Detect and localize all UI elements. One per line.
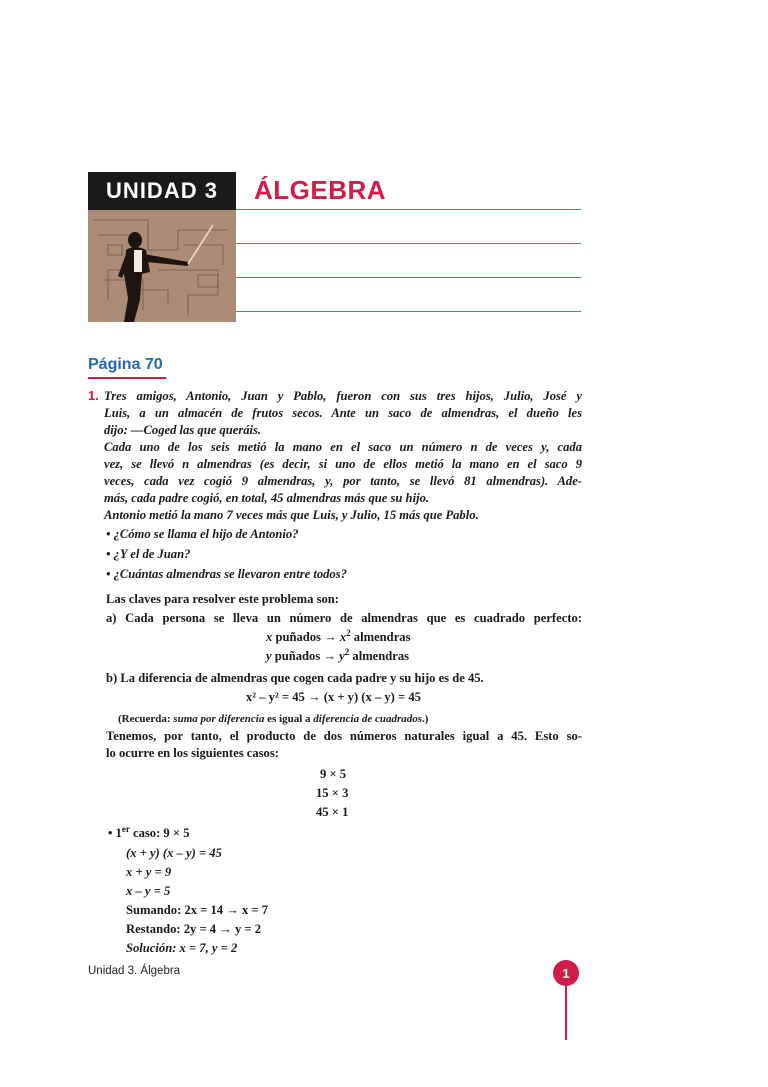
page-label-underline xyxy=(88,377,166,379)
header-rule xyxy=(236,243,581,244)
case-product: 9 × 5 xyxy=(320,767,347,781)
therefore-line: lo ocurre en los siguientes casos: xyxy=(106,746,279,760)
equation-y: y puñados → $y^2$ almendras xyxy=(266,646,410,663)
case1-step: (x + y) (x – y) = 45 xyxy=(126,846,222,860)
header-rule xyxy=(236,277,581,278)
equation-difference: x² – y² = 45 → (x + y) (x – y) = 45 xyxy=(246,690,421,704)
case1-step: Sumando: 2x = 14 → x = 7 xyxy=(126,903,269,917)
problem-line: Luis, a un almacén de frutos secos. Ante un saco de almendras, el dueño les xyxy=(104,406,582,420)
teacher-photo xyxy=(88,210,236,322)
header-rule xyxy=(236,209,581,210)
key-a: a) Cada persona se lleva un número de almendras que es cuadrado perfecto: xyxy=(106,611,582,625)
case1-solution: Solución: x = 7, y = 2 xyxy=(126,941,238,955)
problem-line: Antonio metió la mano 7 veces más que Luis, y Julio, 15 más que Pablo. xyxy=(104,508,479,522)
unit-label: UNIDAD 3 xyxy=(106,178,218,203)
case-product: 45 × 1 xyxy=(316,805,349,819)
case-product: 15 × 3 xyxy=(316,786,349,800)
header-rule xyxy=(236,311,581,312)
page-label: Página 70 xyxy=(88,356,163,373)
problem-number: 1. xyxy=(88,388,99,403)
problem-line: dijo: —Coged las que queráis. xyxy=(104,423,262,437)
problem-line: Cada uno de los seis metió la mano en el saco un número n de veces y, cada xyxy=(104,440,582,454)
problem-line: veces, cada vez cogió 9 almendras, y, por tanto, se llevó 81 almendras). Ade- xyxy=(104,474,582,488)
case1-step: Restando: 2y = 4 → y = 2 xyxy=(126,922,262,936)
solution-intro: Las claves para resolver este problema son: xyxy=(106,592,339,606)
footer-text: Unidad 3. Álgebra xyxy=(88,965,181,977)
problem-line: vez, se llevó n almendras (es decir, si uno de ellos metió la mano en el saco 9 xyxy=(104,457,582,471)
page-number-badge xyxy=(553,960,579,986)
therefore-line: Tenemos, por tanto, el producto de dos números naturales igual a 45. Esto so- xyxy=(106,729,582,743)
question-item: • ¿Y el de Juan? xyxy=(106,547,191,561)
problem-line: Tres amigos, Antonio, Juan y Pablo, fueron con sus tres hijos, Julio, José y xyxy=(104,389,582,403)
case1-heading: • 1er caso: 9 × 5 xyxy=(108,823,190,840)
question-item: • ¿Cuántas almendras se llevaron entre todos? xyxy=(106,567,347,581)
reminder-note: (Recuerda: suma por diferencia es igual a diferencia de cuadrados.) xyxy=(118,713,429,725)
page-number-line xyxy=(565,986,567,1040)
key-b: b) La diferencia de almendras que cogen cada padre y su hijo es de 45. xyxy=(106,671,484,685)
case1-step: x + y = 9 xyxy=(126,865,172,879)
page-number: 1 xyxy=(562,965,570,981)
case1-step: x – y = 5 xyxy=(126,884,171,898)
equation-x: x puñados → $x^2$ almendras xyxy=(266,627,411,644)
question-item: • ¿Cómo se llama el hijo de Antonio? xyxy=(106,527,299,541)
unit-badge xyxy=(88,172,236,210)
unit-title: ÁLGEBRA xyxy=(254,175,387,205)
problem-line: más, cada padre cogió, en total, 45 almendras más que su hijo. xyxy=(104,491,430,505)
